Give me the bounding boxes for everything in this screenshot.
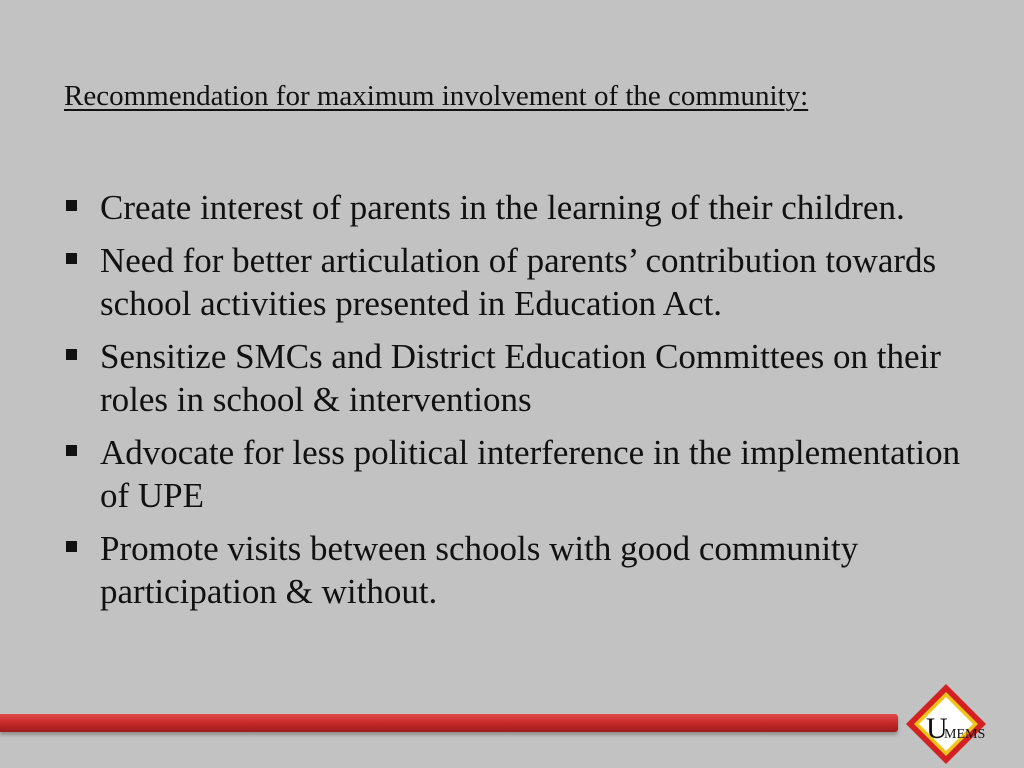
bullet-item — [64, 239, 984, 325]
bullet-item — [64, 186, 984, 229]
bullet-text: Advocate for less political interference in the implementation of UPE — [100, 433, 961, 515]
bullet-list — [64, 186, 984, 623]
bullet-text: Create interest of parents in the learning of their children. — [100, 188, 905, 227]
bullet-text: Sensitize SMCs and District Education Committees on their roles in school & interventions — [100, 337, 941, 419]
bullet-text: Need for better articulation of parents’ contribution towards school activities presented in Education Act. — [100, 241, 937, 323]
bullet-text: Promote visits between schools with good community participation & without. — [100, 529, 859, 611]
square-bullet-icon — [66, 541, 77, 552]
logo-letter: U — [926, 712, 948, 745]
logo-text: MEMS — [944, 727, 986, 742]
square-bullet-icon — [66, 349, 77, 360]
bullet-item — [64, 527, 984, 613]
square-bullet-icon — [66, 445, 77, 456]
bullet-item — [64, 335, 984, 421]
footer-bar — [0, 714, 898, 732]
square-bullet-icon — [66, 200, 77, 211]
bullet-item — [64, 431, 984, 517]
umems-logo — [904, 682, 988, 766]
slide-title: Recommendation for maximum involvement of the community: — [64, 80, 809, 112]
square-bullet-icon — [66, 253, 77, 264]
